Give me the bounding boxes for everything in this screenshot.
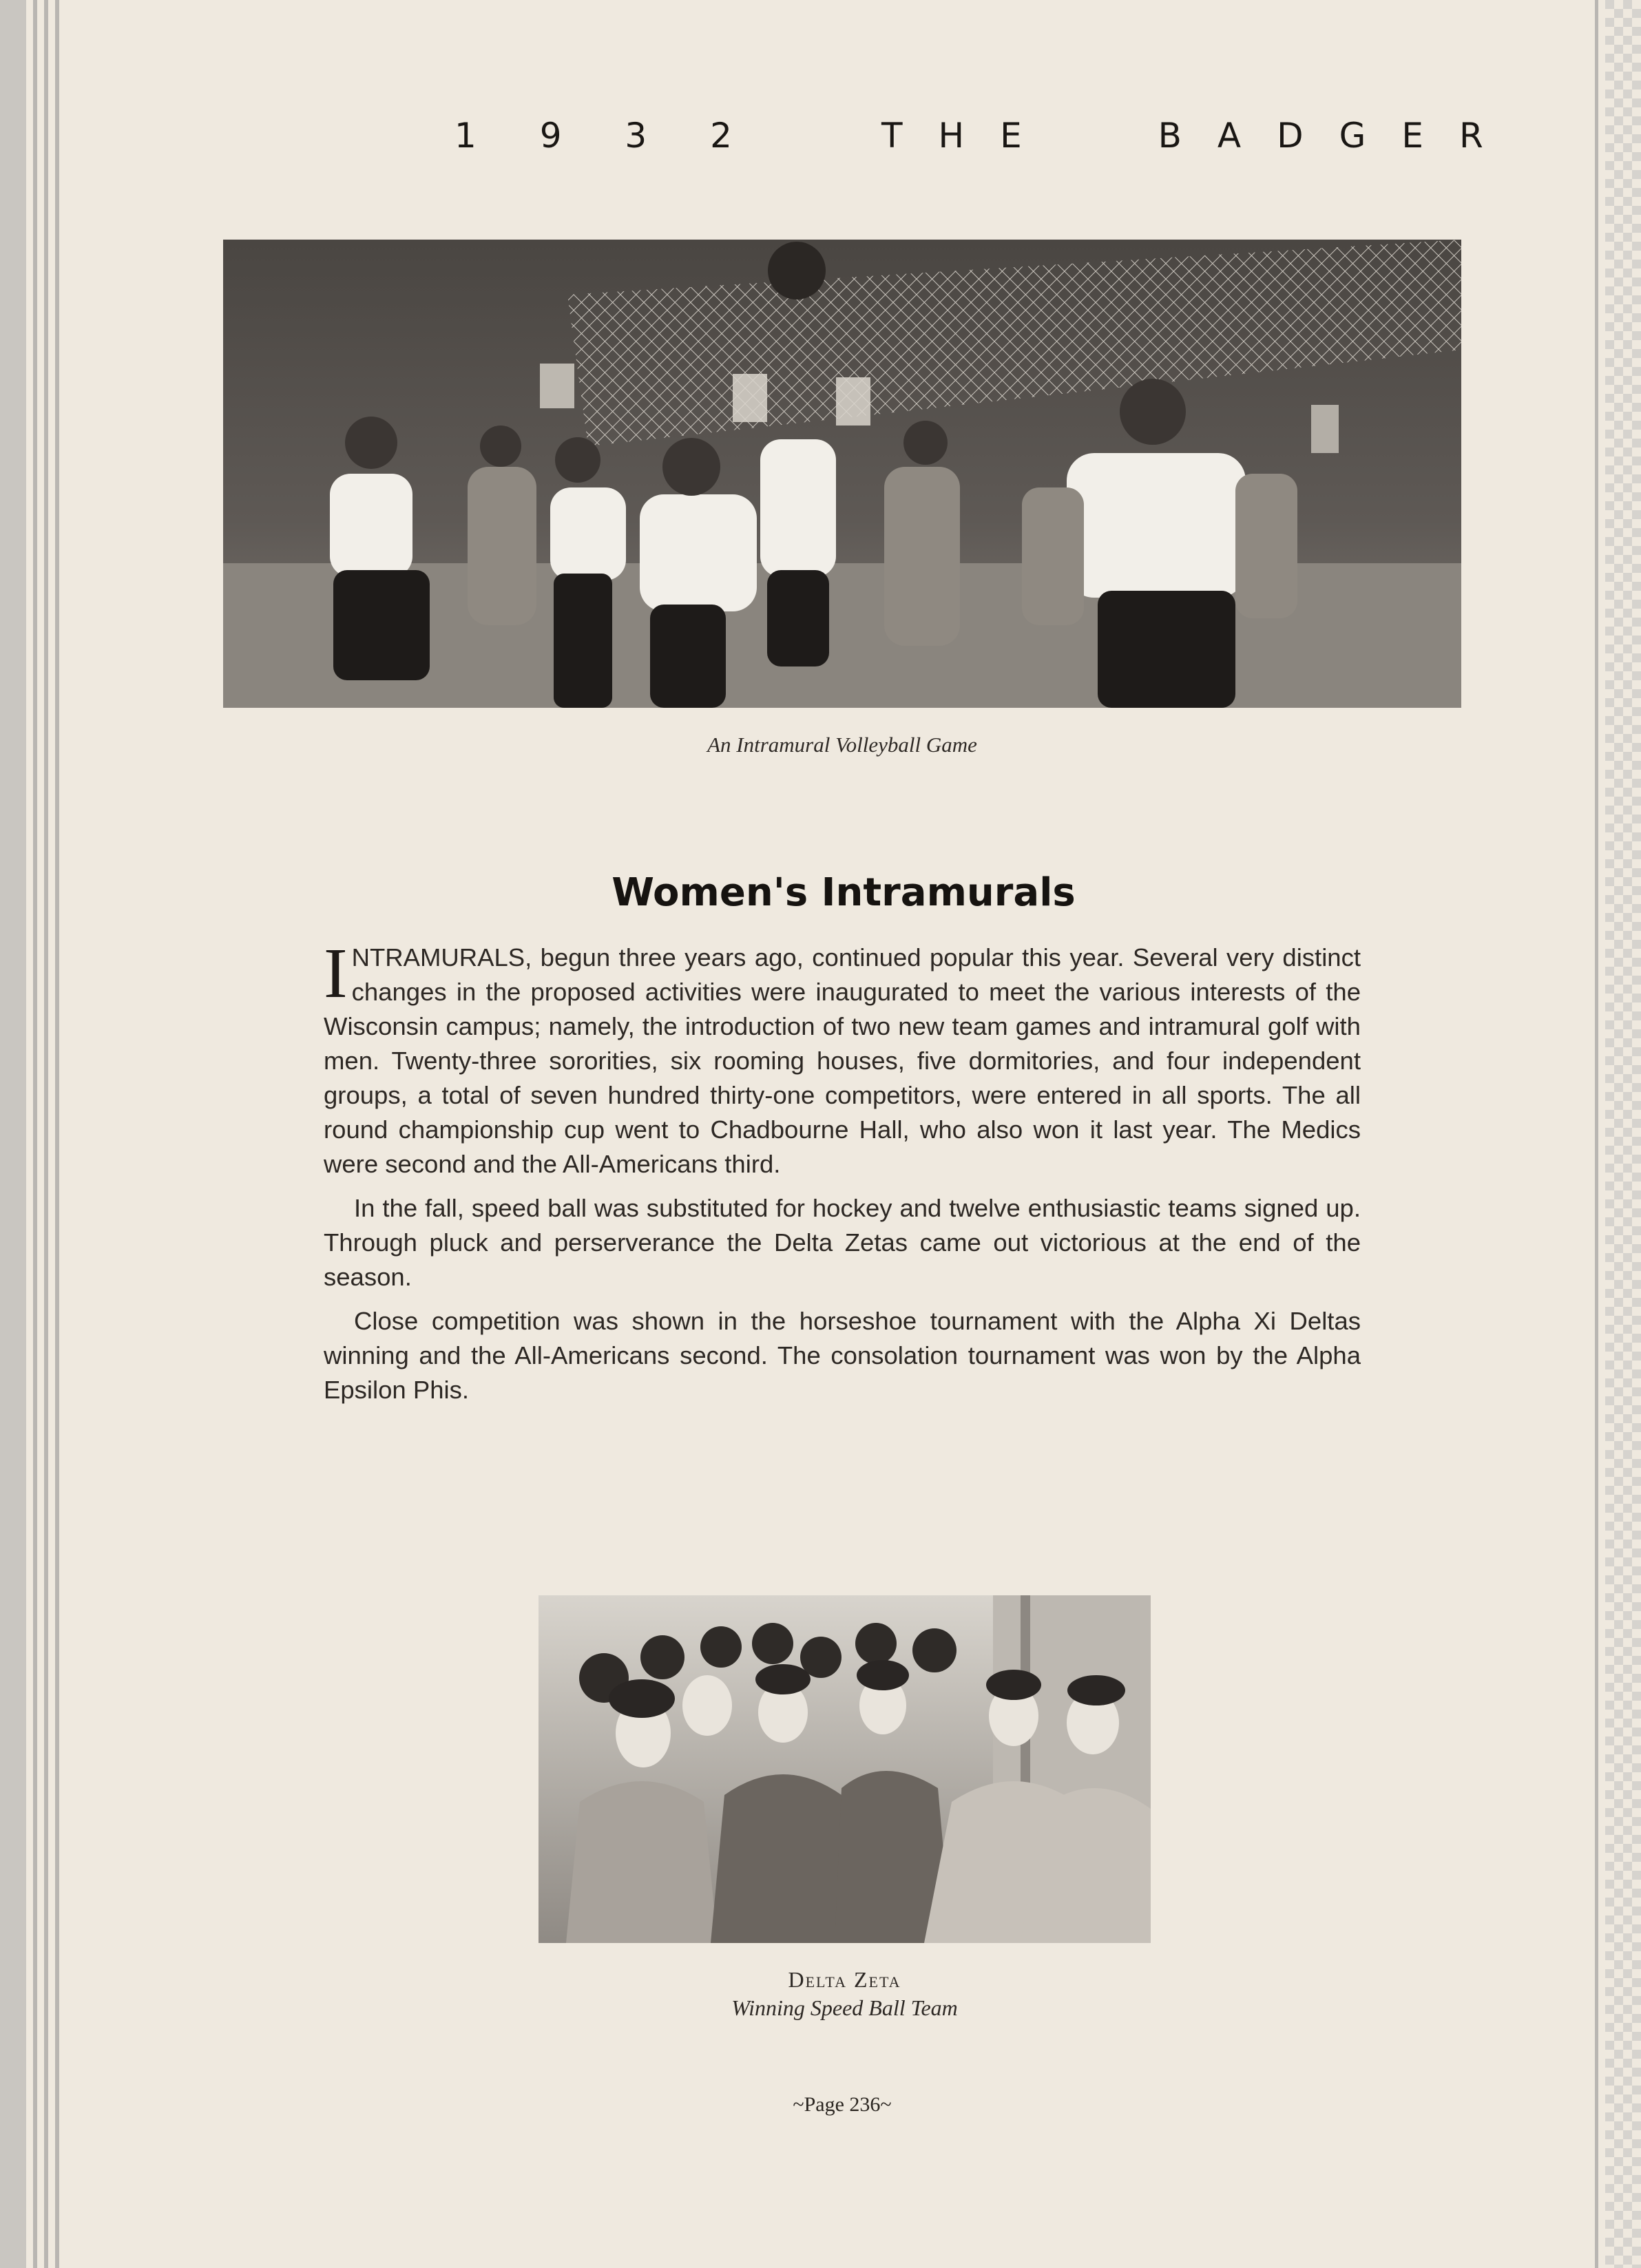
article-heading: Women's Intramurals [612,870,1076,915]
article-paragraph-1 [324,934,1361,1182]
left-decorative-border [0,0,69,2268]
header-title: THE BADGER [881,116,1519,156]
caption-team-description: Winning Speed Ball Team [731,1995,958,2020]
header-year: 1 9 3 2 [454,116,758,156]
article-paragraph-2: In the fall, speed ball was substituted for hockey and twelve enthusiastic teams signed up. Through pluck and perserverance the Delta Zetas came out victorious at the end of the season. [324,1194,1361,1291]
page-number: ~Page 236~ [793,2093,892,2116]
caption-team-name: Delta Zeta [788,1967,901,1992]
drop-cap: I [324,934,348,1013]
right-decorative-border [1605,0,1641,2268]
article-paragraph-1-text: NTRAMURALS, begun three years ago, continued popular this year. Several very distinct changes in the proposed activities were inaugurated to meet the various interests of the Wisconsin campus; namely, the introduction of two new team games and intramural golf with men. Twenty-three sororities, six rooming houses, five dormitories, and four independent groups, a total of seven hundred thirty-one competitors, were entered in all sports. The all round championship cup went to Chadbourne Hall, who also won it last year. The Medics were second and the All-Americans third. [324,943,1361,1178]
right-rule-line [1595,0,1598,2268]
delta-zeta-team-photo [539,1595,1151,1943]
delta-zeta-photo-caption [539,1967,1151,2021]
article-paragraph-3: Close competition was shown in the horseshoe tournament with the Alpha Xi Deltas winning and the All-Americans second. The consolation tournament was won by the Alpha Epsilon Phis. [324,1307,1361,1404]
volleyball-photo-image [223,240,1461,708]
running-head [454,116,1543,164]
volleyball-photo-caption: An Intramural Volleyball Game [707,733,977,757]
article-body [324,934,1361,1417]
volleyball-photo [223,240,1461,708]
delta-zeta-team-photo-image [539,1595,1151,1943]
